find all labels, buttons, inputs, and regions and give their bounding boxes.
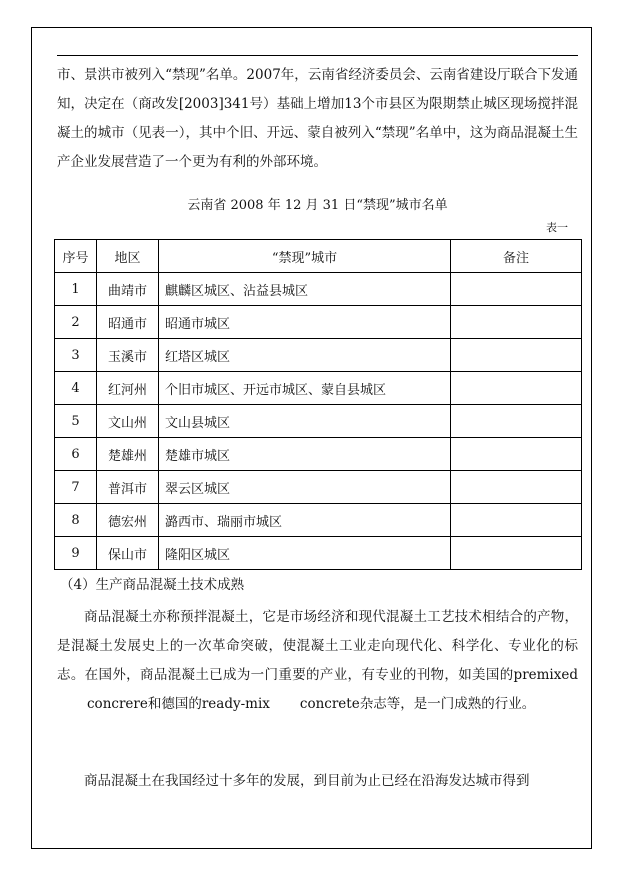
row-remark (451, 504, 582, 537)
row-cities: 翠云区城区 (159, 471, 451, 504)
row-no: 8 (55, 504, 97, 537)
intro-paragraph: 市、景洪市被列入“禁现”名单。2007年，云南省经济委员会、云南省建设厅联合下发通知，决定在（商改发[2003]341号）基础上增加13个市县区为限期禁止城区现场搅拌混凝土的城市（见表一），其中个旧、开远、蒙自被列入“禁现”名单中，这为商品混凝土生产企业发展营造了一个更为有利的外部环境。 (57, 67, 578, 170)
row-no: 9 (55, 537, 97, 570)
header-no: 序号 (55, 240, 97, 273)
row-remark (451, 339, 582, 372)
row-no: 5 (55, 405, 97, 438)
row-region: 德宏州 (97, 504, 159, 537)
table-row (55, 438, 582, 471)
row-remark (451, 405, 582, 438)
row-region: 曲靖市 (97, 273, 159, 306)
row-region: 普洱市 (97, 471, 159, 504)
paragraph-2-text-mid: 和德国的 (147, 696, 202, 712)
table-row (55, 273, 582, 306)
row-cities: 昭通市城区 (159, 306, 451, 339)
row-no: 6 (55, 438, 97, 471)
row-region: 保山市 (97, 537, 159, 570)
row-cities: 文山县城区 (159, 405, 451, 438)
row-region: 玉溪市 (97, 339, 159, 372)
table-row (55, 471, 582, 504)
table-row (55, 504, 582, 537)
table-row (55, 339, 582, 372)
row-region: 昭通市 (97, 306, 159, 339)
row-cities: 隆阳区城区 (159, 537, 451, 570)
row-remark (451, 537, 582, 570)
header-rule (57, 55, 578, 56)
table-number: 表一 (546, 221, 568, 234)
header-remark: 备注 (451, 240, 582, 273)
header-cities: “禁现”城市 (159, 240, 451, 273)
row-remark (451, 306, 582, 339)
table-row (55, 537, 582, 570)
row-region: 楚雄州 (97, 438, 159, 471)
term-ready-mix: ready-mix (201, 696, 270, 712)
table-header-row (55, 240, 582, 273)
row-cities: 潞西市、瑞丽市城区 (159, 504, 451, 537)
row-region: 文山州 (97, 405, 159, 438)
table-row (55, 372, 582, 405)
row-no: 3 (55, 339, 97, 372)
term-concrete: concrete (299, 696, 360, 712)
row-remark (451, 372, 582, 405)
row-no: 1 (55, 273, 97, 306)
row-region: 红河州 (97, 372, 159, 405)
table-caption: 云南省 2008 年 12 月 31 日“禁现”城市名单 (187, 198, 448, 213)
header-region: 地区 (97, 240, 159, 273)
paragraph-2-text-end: 杂志等，是一门成熟的行业。 (359, 696, 536, 712)
body-paragraph-2 (57, 603, 578, 719)
row-cities: 个旧市城区、开远市城区、蒙自县城区 (159, 372, 451, 405)
row-no: 7 (55, 471, 97, 504)
row-no: 4 (55, 372, 97, 405)
section-heading: （4）生产商品混凝土技术成熟 (60, 577, 245, 593)
row-remark (451, 273, 582, 306)
term-premixed: premixed (513, 667, 578, 683)
ban-cities-table (54, 239, 582, 570)
row-no: 2 (55, 306, 97, 339)
term-concrere: concrere (87, 696, 148, 712)
row-remark (451, 438, 582, 471)
row-cities: 楚雄市城区 (159, 438, 451, 471)
table-row (55, 306, 582, 339)
row-cities: 麒麟区城区、沾益县城区 (159, 273, 451, 306)
row-cities: 红塔区城区 (159, 339, 451, 372)
body-paragraph-3: 商品混凝土在我国经过十多年的发展，到目前为止已经在沿海发达城市得到 (84, 773, 530, 789)
row-remark (451, 471, 582, 504)
table-row (55, 405, 582, 438)
paragraph-2-text-1: 商品混凝土亦称预拌混凝土，它是市场经济和现代混凝土工艺技术相结合的产物，是混凝土发展史上的一次革命突破，使混凝土工业走向现代化、科学化、专业化的标志。在国外，商品混凝土已成为一门重要的产业，有专业的刊物，如美国的 (57, 609, 578, 683)
